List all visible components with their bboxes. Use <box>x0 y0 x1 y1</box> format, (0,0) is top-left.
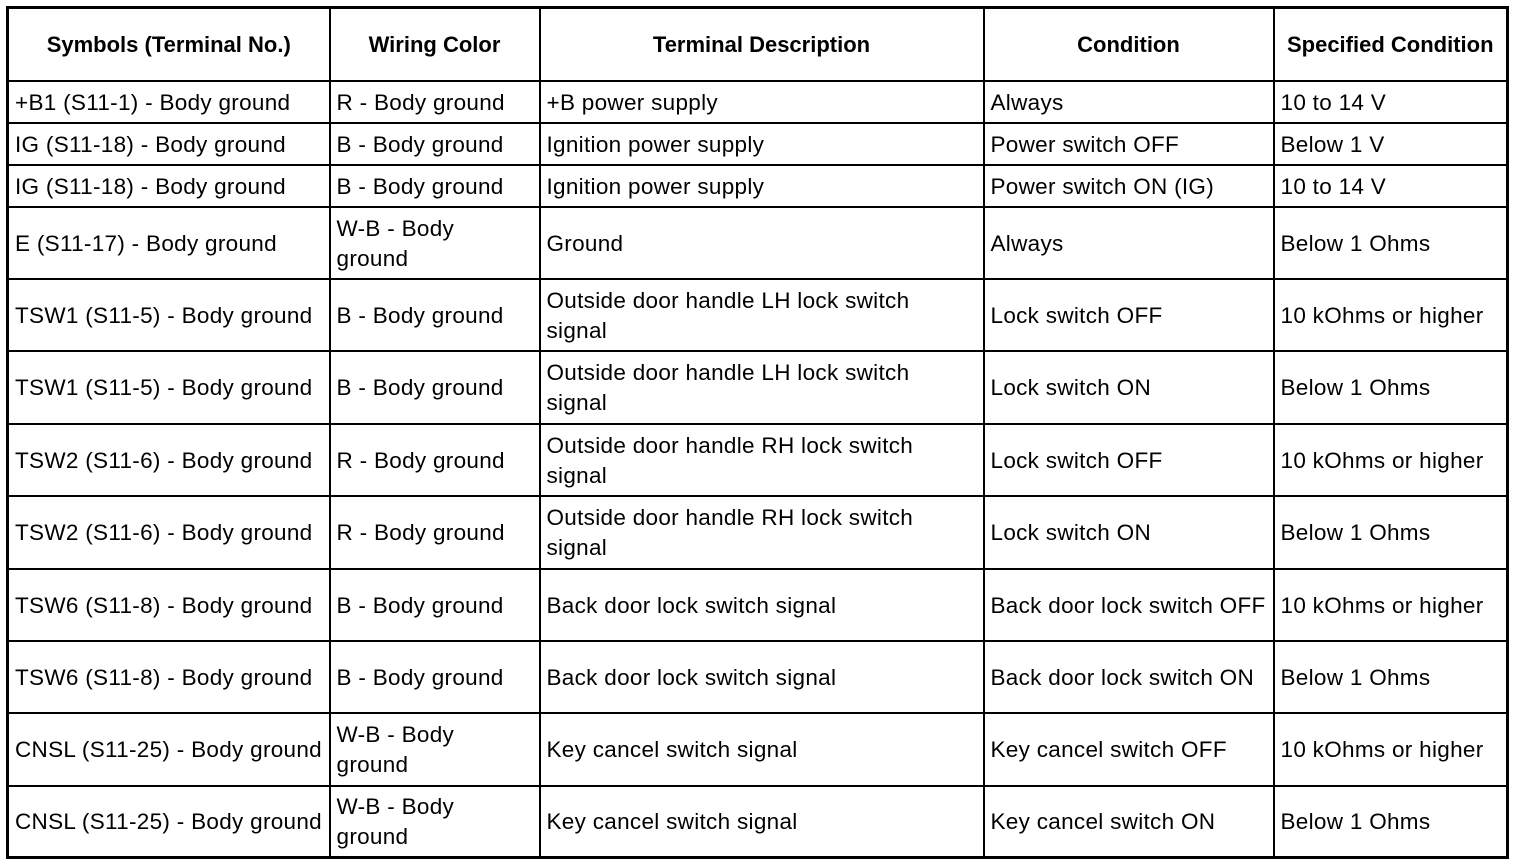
terminal-spec-table <box>6 6 1509 859</box>
cell-symbol: CNSL (S11-25) - Body ground <box>8 713 330 786</box>
header-symbols: Symbols (Terminal No.) <box>8 8 330 81</box>
header-row <box>8 8 1508 81</box>
cell-symbol: +B1 (S11-1) - Body ground <box>8 81 330 123</box>
header-terminal-description: Terminal Description <box>540 8 984 81</box>
table-row <box>8 207 1508 279</box>
cell-wiring-color: B - Body ground <box>330 279 540 351</box>
table-row <box>8 165 1508 207</box>
cell-specified-condition: 10 to 14 V <box>1274 165 1508 207</box>
table-row <box>8 786 1508 858</box>
cell-symbol: IG (S11-18) - Body ground <box>8 123 330 165</box>
cell-specified-condition: Below 1 Ohms <box>1274 351 1508 424</box>
header-specified-condition: Specified Condition <box>1274 8 1508 81</box>
cell-condition: Always <box>984 207 1274 279</box>
cell-condition: Lock switch OFF <box>984 424 1274 496</box>
cell-specified-condition: 10 kOhms or higher <box>1274 424 1508 496</box>
cell-symbol: TSW2 (S11-6) - Body ground <box>8 496 330 569</box>
cell-symbol: TSW2 (S11-6) - Body ground <box>8 424 330 496</box>
table-row <box>8 496 1508 569</box>
cell-description: Key cancel switch signal <box>540 786 984 858</box>
cell-condition: Back door lock switch ON <box>984 641 1274 713</box>
cell-description: Outside door handle LH lock switch signal <box>540 351 984 424</box>
table-row <box>8 123 1508 165</box>
cell-description: Outside door handle RH lock switch signal <box>540 424 984 496</box>
cell-specified-condition: Below 1 V <box>1274 123 1508 165</box>
cell-description: Ignition power supply <box>540 165 984 207</box>
cell-specified-condition: Below 1 Ohms <box>1274 641 1508 713</box>
cell-description: Ground <box>540 207 984 279</box>
cell-condition: Lock switch ON <box>984 496 1274 569</box>
cell-wiring-color: W-B - Body ground <box>330 207 540 279</box>
cell-description: Outside door handle LH lock switch signal <box>540 279 984 351</box>
table-row <box>8 81 1508 123</box>
cell-symbol: E (S11-17) - Body ground <box>8 207 330 279</box>
table-row <box>8 424 1508 496</box>
cell-condition: Back door lock switch OFF <box>984 569 1274 641</box>
cell-symbol: TSW1 (S11-5) - Body ground <box>8 351 330 424</box>
cell-condition: Lock switch OFF <box>984 279 1274 351</box>
table-row <box>8 351 1508 424</box>
cell-description: Outside door handle RH lock switch signal <box>540 496 984 569</box>
cell-condition: Power switch OFF <box>984 123 1274 165</box>
cell-wiring-color: B - Body ground <box>330 569 540 641</box>
cell-symbol: CNSL (S11-25) - Body ground <box>8 786 330 858</box>
table-row <box>8 713 1508 786</box>
table-row <box>8 641 1508 713</box>
cell-symbol: TSW1 (S11-5) - Body ground <box>8 279 330 351</box>
cell-description: +B power supply <box>540 81 984 123</box>
table-header <box>8 8 1508 81</box>
cell-condition: Lock switch ON <box>984 351 1274 424</box>
cell-specified-condition: 10 to 14 V <box>1274 81 1508 123</box>
cell-description: Back door lock switch signal <box>540 569 984 641</box>
table-row <box>8 569 1508 641</box>
header-condition: Condition <box>984 8 1274 81</box>
table-body <box>8 81 1508 858</box>
cell-condition: Key cancel switch ON <box>984 786 1274 858</box>
cell-wiring-color: B - Body ground <box>330 351 540 424</box>
cell-description: Ignition power supply <box>540 123 984 165</box>
cell-wiring-color: R - Body ground <box>330 81 540 123</box>
cell-specified-condition: Below 1 Ohms <box>1274 207 1508 279</box>
table-row <box>8 279 1508 351</box>
cell-symbol: TSW6 (S11-8) - Body ground <box>8 569 330 641</box>
cell-specified-condition: 10 kOhms or higher <box>1274 713 1508 786</box>
cell-wiring-color: R - Body ground <box>330 424 540 496</box>
cell-specified-condition: 10 kOhms or higher <box>1274 569 1508 641</box>
cell-symbol: IG (S11-18) - Body ground <box>8 165 330 207</box>
cell-description: Key cancel switch signal <box>540 713 984 786</box>
cell-description: Back door lock switch signal <box>540 641 984 713</box>
cell-wiring-color: B - Body ground <box>330 641 540 713</box>
cell-condition: Key cancel switch OFF <box>984 713 1274 786</box>
cell-wiring-color: W-B - Body ground <box>330 713 540 786</box>
cell-specified-condition: Below 1 Ohms <box>1274 496 1508 569</box>
cell-specified-condition: Below 1 Ohms <box>1274 786 1508 858</box>
cell-symbol: TSW6 (S11-8) - Body ground <box>8 641 330 713</box>
cell-condition: Power switch ON (IG) <box>984 165 1274 207</box>
cell-wiring-color: W-B - Body ground <box>330 786 540 858</box>
cell-condition: Always <box>984 81 1274 123</box>
cell-specified-condition: 10 kOhms or higher <box>1274 279 1508 351</box>
cell-wiring-color: B - Body ground <box>330 165 540 207</box>
cell-wiring-color: R - Body ground <box>330 496 540 569</box>
header-wiring-color: Wiring Color <box>330 8 540 81</box>
cell-wiring-color: B - Body ground <box>330 123 540 165</box>
